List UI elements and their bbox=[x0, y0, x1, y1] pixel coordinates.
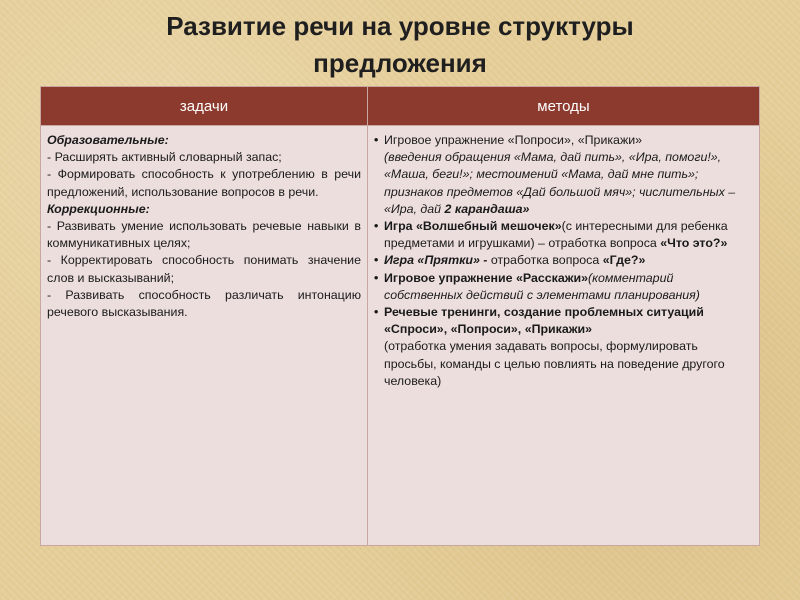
method-item-3 bbox=[374, 252, 753, 269]
task-item: - Корректировать способность понимать значение слов и высказываний; bbox=[47, 253, 361, 285]
methods-cell bbox=[368, 126, 760, 546]
task-item: - Формировать способность к употреблению в речи предложений, использование вопросов в речи. bbox=[47, 167, 361, 199]
content-row bbox=[41, 126, 760, 546]
header-methods: методы bbox=[368, 87, 760, 126]
method-5-desc: (отработка умения задавать вопросы, формулировать просьбы, команды с целью повлиять на поведение другого человека) bbox=[384, 339, 725, 388]
method-3-desc-bold: «Где?» bbox=[602, 253, 646, 268]
slide-title bbox=[0, 8, 800, 82]
header-tasks: задачи bbox=[41, 87, 368, 126]
method-1-desc-bold: 2 карандаша» bbox=[444, 201, 530, 216]
method-5-title-quotes: «Спроси», «Попроси», «Прикажи» bbox=[384, 322, 593, 337]
header-row bbox=[41, 87, 760, 126]
method-1-desc-text: (введения обращения «Мама, дай пить», «Ира, помоги!», «Маша, беги!»; местоимений «Мама, дай мне пить»; признаков предметов «Дай большой мяч»; числительных – «Ира, дай bbox=[384, 150, 736, 216]
method-2-title: Игра «Волшебный мешочек» bbox=[384, 219, 562, 234]
method-4-title: Игровое упражнение «Расскажи» bbox=[384, 270, 589, 285]
method-5-title: Речевые тренинги, создание проблемных ситуаций bbox=[384, 305, 704, 320]
method-4-desc: (комментарий собственных действий с элементами планирования) bbox=[384, 270, 700, 302]
method-2-desc: (с интересными для ребенка предметами и игрушками) – отработка вопроса bbox=[384, 219, 728, 251]
method-3-title: Игра «Прятки» - bbox=[384, 253, 488, 268]
method-1-title: Игровое упражнение «Попроси», «Прикажи» bbox=[384, 133, 643, 147]
correctional-heading: Коррекционные: bbox=[47, 201, 150, 216]
task-item: - Развивать умение использовать речевые навыки в коммуникативных целях; bbox=[47, 219, 361, 251]
tasks-methods-table bbox=[40, 86, 760, 546]
tasks-cell bbox=[41, 126, 368, 546]
method-item-1 bbox=[374, 132, 753, 149]
method-item-5 bbox=[374, 304, 753, 338]
title-line-1: Развитие речи на уровне структуры bbox=[166, 11, 634, 41]
title-line-2: предложения bbox=[313, 48, 487, 78]
method-3-desc: отработка вопроса bbox=[487, 253, 603, 268]
task-item: - Расширять активный словарный запас; bbox=[47, 150, 282, 165]
method-item-2 bbox=[374, 218, 753, 252]
educational-heading: Образовательные: bbox=[47, 133, 169, 147]
method-2-desc-bold: «Что это?» bbox=[660, 236, 728, 251]
method-1-desc bbox=[374, 149, 753, 218]
task-item: - Развивать способность различать интонацию речевого высказывания. bbox=[47, 287, 361, 320]
method-item-4 bbox=[374, 270, 753, 304]
